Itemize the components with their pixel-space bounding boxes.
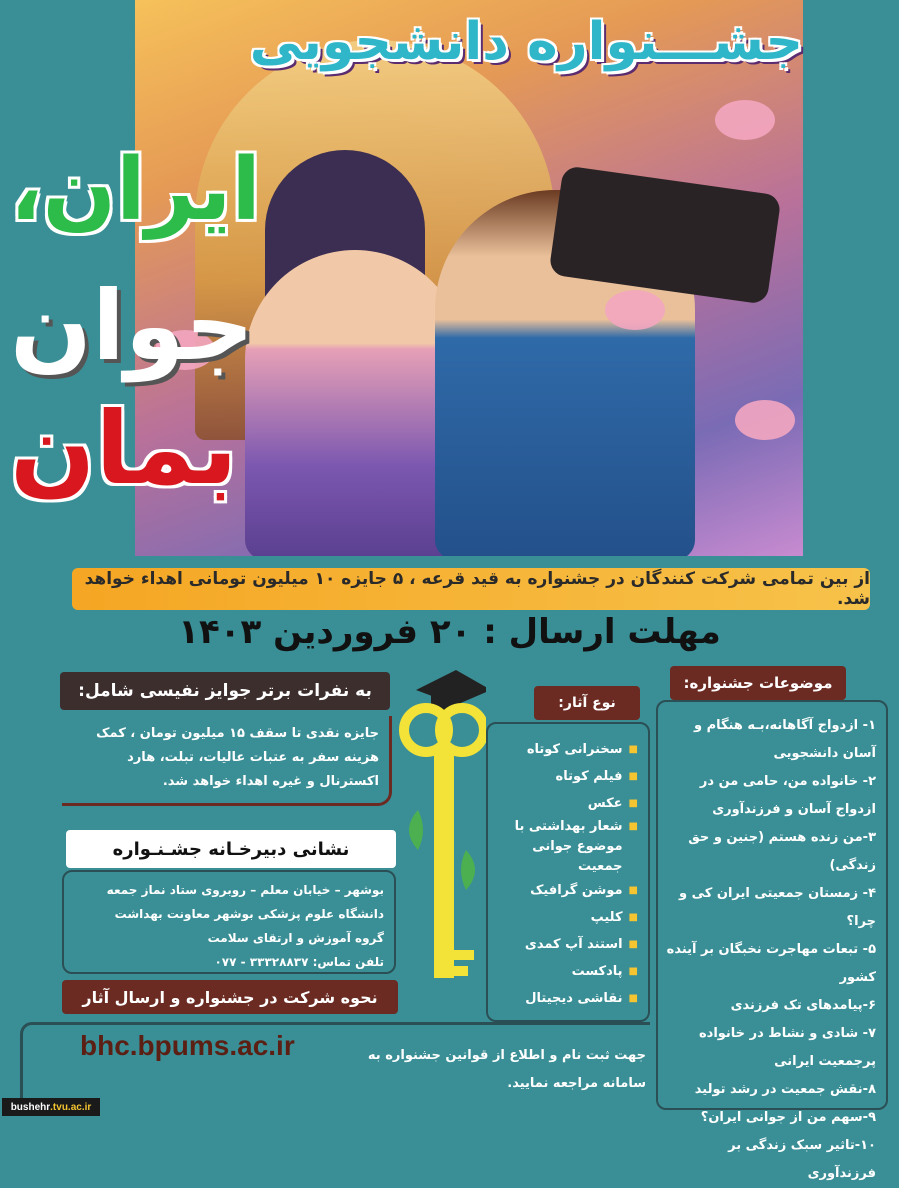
key-tooth bbox=[454, 950, 474, 960]
topic-item: ۱۰-تاثیر سبک زندگی بر فرزندآوری bbox=[728, 1138, 876, 1181]
work-label: پادکست bbox=[571, 964, 623, 979]
topic-item: ۸-نقش جمعیت در رشد تولید bbox=[694, 1082, 876, 1097]
work-item bbox=[494, 985, 638, 1012]
work-item bbox=[494, 931, 638, 958]
petal bbox=[715, 100, 775, 140]
topics-list bbox=[656, 700, 888, 1181]
work-label: موشن گرافیک bbox=[530, 883, 623, 898]
work-item bbox=[494, 958, 638, 985]
phone-number: تلفن تماس: ۳۳۳۲۸۸۳۷ - ۰۷۷ bbox=[214, 955, 384, 969]
register-instructions: جهت ثبت نام و اطلاع از قوانین جشنواره به سامانه مراجعه نمایید. bbox=[367, 1048, 646, 1091]
leaf-icon bbox=[409, 810, 423, 850]
watermark-domain: .tvu.ac.ir bbox=[50, 1101, 92, 1113]
website-link[interactable]: bhc.bpums.ac.ir bbox=[80, 1030, 295, 1061]
slogan-line-1: ایران، bbox=[10, 140, 261, 240]
key-tooth bbox=[454, 966, 468, 976]
work-item bbox=[494, 790, 638, 817]
leaf-icon bbox=[461, 850, 475, 890]
work-item bbox=[494, 877, 638, 904]
topics-heading: موضوعات جشنواره: bbox=[670, 666, 846, 700]
bullet-icon: ■ bbox=[628, 939, 638, 950]
woman-figure bbox=[245, 250, 465, 556]
works-heading: نوع آثار: bbox=[534, 686, 640, 720]
topic-item: ۴- زمستان جمعیتی ایران کی و چرا؟ bbox=[679, 886, 876, 929]
work-item bbox=[494, 736, 638, 763]
bullet-icon: ■ bbox=[628, 885, 638, 896]
work-label: نقاشی دیجیتال bbox=[525, 991, 623, 1006]
address-box bbox=[62, 870, 396, 974]
prizes-text: جایزه نقدی تا سقف ۱۵ میلیون تومان ، کمک هزینه سفر به عتبات عالیات، تبلت، هارد اکسترنال و غیره اهداء خواهد شد. bbox=[62, 716, 392, 806]
work-item bbox=[494, 904, 638, 931]
festival-title: جشـــنواره دانشجویی bbox=[249, 12, 803, 72]
key-shaft bbox=[434, 748, 454, 978]
watermark bbox=[2, 1098, 100, 1116]
bullet-icon: ■ bbox=[628, 912, 638, 923]
work-label: فیلم کوتاه bbox=[555, 769, 623, 784]
work-label: سخنرانی کوتاه bbox=[526, 742, 623, 757]
topic-item: ۹-سهم من از جوانی ایران؟ bbox=[700, 1110, 876, 1125]
slogan-line-2: جوان bbox=[10, 270, 255, 382]
slogan-line-3: بمان bbox=[10, 390, 238, 507]
prizes-heading: به نفرات برتر جوایز نفیسی شامل: bbox=[60, 672, 390, 710]
watermark-part: bushehr bbox=[10, 1101, 51, 1113]
bullet-icon: ■ bbox=[628, 771, 638, 782]
work-label: استند آپ کمدی bbox=[524, 937, 623, 952]
topic-item: ۲- خانواده من، حامی من در ازدواج آسان و فرزندآوری bbox=[699, 774, 876, 817]
bullet-icon: ■ bbox=[628, 798, 638, 809]
bullet-icon: ■ bbox=[628, 744, 638, 755]
address-line: گروه آموزش و ارتقای سلامت bbox=[207, 931, 384, 945]
prize-banner: از بین تمامی شرکت کنندگان در جشنواره به قید قرعه ، ۵ جایزه ۱۰ میلیون تومانی اهداء خواهد شد. bbox=[72, 568, 870, 610]
works-list bbox=[486, 722, 650, 1022]
topic-item: ۵- تبعات مهاجرت نخبگان بر آینده کشور bbox=[666, 942, 876, 985]
address-line: بوشهر – خیابان معلم – روبروی ستاد نماز جمعه bbox=[106, 883, 384, 897]
address-heading: نشانی دبیرخـانه جشـنـواره bbox=[66, 830, 396, 868]
how-to-heading: نحوه شرکت در جشنواره و ارسال آثار bbox=[62, 980, 398, 1014]
bullet-icon: ■ bbox=[628, 821, 638, 832]
topic-item: ۳-من زنده هستم (جنین و حق زندگی) bbox=[688, 830, 876, 873]
topic-item: ۶-پیامدهای تک فرزندی bbox=[730, 998, 876, 1013]
topic-item: ۷- شادی و نشاط در خانواده پرجمعیت ایرانی bbox=[698, 1026, 876, 1069]
topic-item: ۱- ازدواج آگاهانه،بـه هنگام و آسان دانشجویی bbox=[693, 718, 876, 761]
petal bbox=[605, 290, 665, 330]
address-line: دانشگاه علوم پزشکی بوشهر معاونت بهداشت bbox=[114, 907, 384, 921]
deadline-text: مهلت ارسال : ۲۰ فروردین ۱۴۰۳ bbox=[178, 612, 721, 652]
work-label: عکس bbox=[587, 796, 623, 811]
work-item bbox=[494, 817, 638, 877]
work-item bbox=[494, 763, 638, 790]
key-illustration bbox=[396, 660, 486, 1000]
petal bbox=[735, 400, 795, 440]
work-label: شعار بهداشتی با موضوع جوانی جمعیت bbox=[514, 819, 623, 874]
bullet-icon: ■ bbox=[628, 966, 638, 977]
bullet-icon: ■ bbox=[628, 993, 638, 1004]
work-label: کلیپ bbox=[590, 910, 623, 925]
